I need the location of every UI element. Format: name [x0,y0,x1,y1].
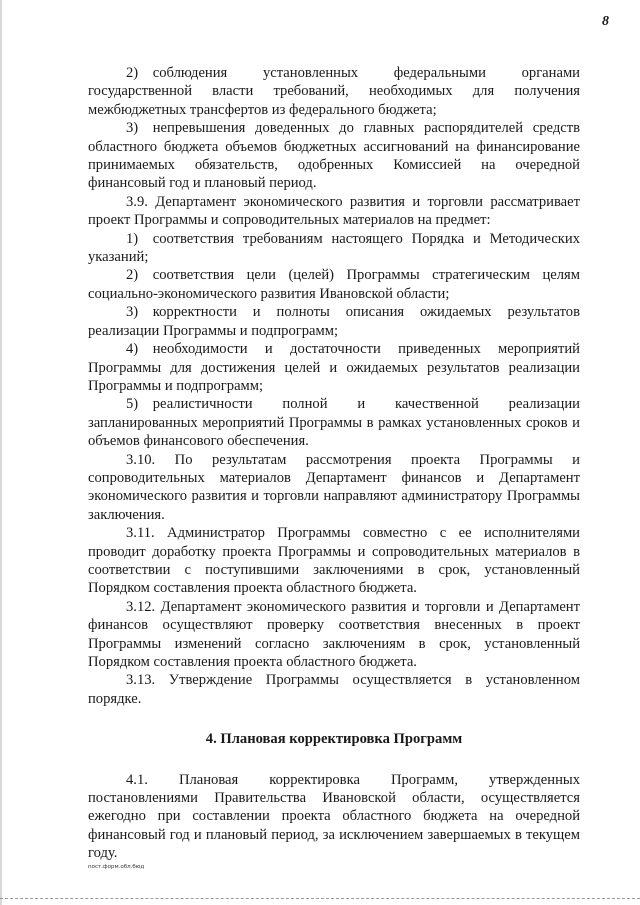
section-4-paragraphs [88,771,580,863]
footer-code: пост.форм.обл.бюд [88,864,145,870]
page-number: 8 [602,14,609,29]
paragraph-item-2-compliance: 2) соблюдения установленных федеральными органами государственной власти требований, необходимых для получения межбюджетных трансфертов из федерального бюджета; [88,65,580,118]
paragraph-item-1-requirements: 1) соответствия требованиям настоящего Порядка и Методических указаний; [88,230,580,266]
paragraph-item-2-goals: 2) соответствия цели (целей) Программы стратегическим целям социально-экономического развития Ивановской области; [88,267,580,302]
section-heading: 4. Плановая корректировка Программ [205,731,463,748]
paragraph-item-3-limits: 3) непревышения доведенных до главных распорядителей средств областного бюджета объемов бюджетных ассигнований на финансирование принимаемых обязательств, одобренных Комиссией на очередной финансовый год и плановый период. [88,120,580,192]
paragraph-item-4-necessity: 4) необходимости и достаточности приведенных мероприятий Программы для достижения целей и ожидаемых результатов реализации Программы и подпрограмм; [88,341,580,394]
paragraph-clause-3-13: 3.13. Утверждение Программы осуществляется в установленном порядке. [88,672,580,707]
paragraph-item-3-correctness: 3) корректности и полноты описания ожидаемых результатов реализации Программы и подпрограмм; [88,304,580,339]
paragraph-clause-4-1: 4.1. Плановая корректировка Программ, утвержденных постановлениями Правительства Ивановской области, осуществляется ежегодно при составлении проекта областного бюджета на очередной финансовый год и плановый период, за исключением завершаемых в текущем году. [88,771,580,862]
paragraph-clause-3-12: 3.12. Департамент экономического развития и торговли и Департамент финансов осуществляют проверку соответствия внесенных в проект Программы изменений согласно заключениям в срок, установленный Порядком составления проекта областного бюджета. [88,598,580,670]
scan-edge [0,0,2,905]
section-3-paragraphs [88,64,580,708]
paragraph-clause-3-10: 3.10. По результатам рассмотрения проекта Программы и сопроводительных материалов Департамент финансов и Департамент экономического развития и торговли направляют администратору Программы заключения. [88,451,580,523]
paragraph-item-5-realism: 5) реалистичности полной и качественной реализации запланированных мероприятий Программы в рамках установленных сроков и объемов финансового обеспечения. [88,396,580,450]
paragraph-clause-3-11: 3.11. Администратор Программы совместно с ее исполнителями проводит доработку проекта Программы и сопроводительных материалов в соответствии с поступившими заключениями в срок, установленный Порядком составления проекта областного бюджета. [88,525,580,597]
bottom-rule [0,898,640,899]
document-body [88,64,580,863]
paragraph-clause-3-9: 3.9. Департамент экономического развития и торговли рассматривает проект Программы и сопроводительных материалов на предмет: [88,193,580,229]
